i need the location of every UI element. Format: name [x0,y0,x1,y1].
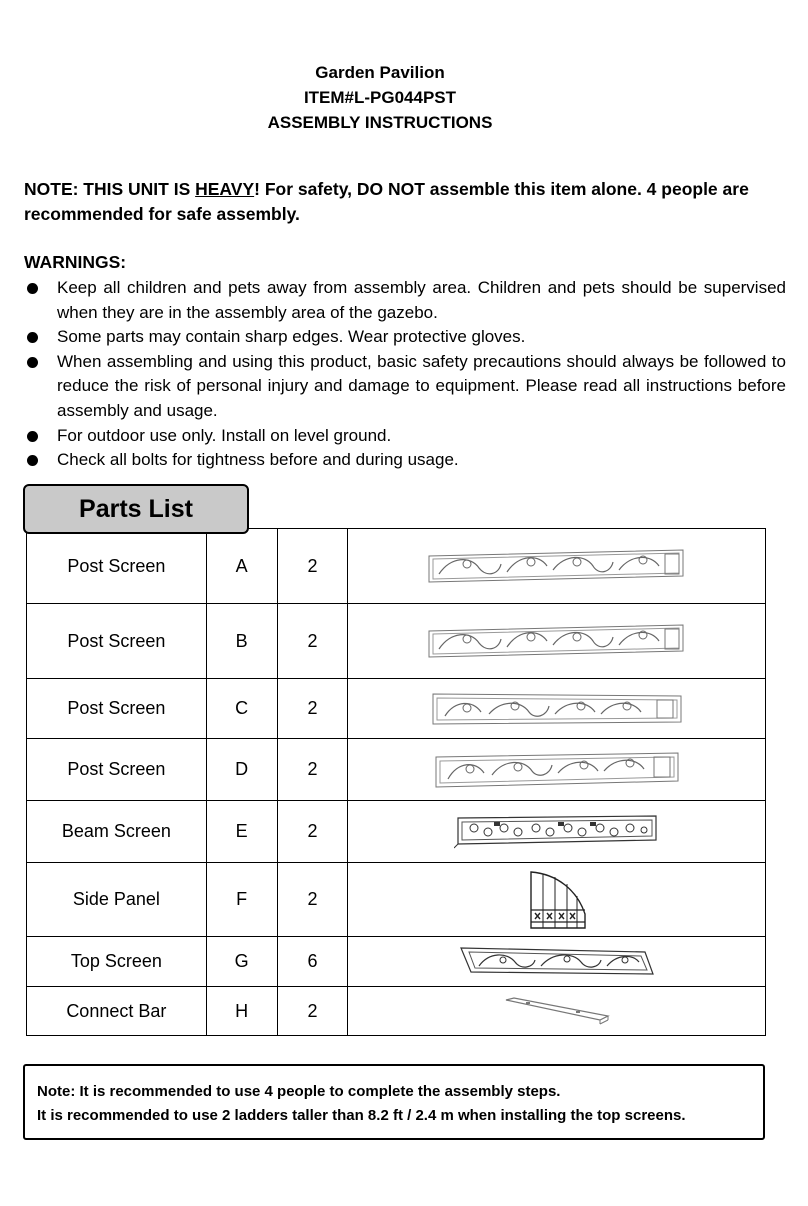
safety-note-emphasis: HEAVY [195,179,255,199]
warnings-heading: WARNINGS: [24,252,127,272]
part-name: Post Screen [27,739,207,801]
table-row [27,679,766,739]
bullet-icon [27,455,38,466]
part-name: Connect Bar [27,987,207,1036]
part-name: Post Screen [27,604,207,679]
ladder-note-line1: Note: It is recommended to use 4 people to complete the assembly steps. [37,1083,561,1100]
warning-item: Keep all children and pets away from assembly area. Children and pets should be supervised when they are in the assembly area of the gazebo. [24,276,786,325]
table-row [27,863,766,937]
part-quantity: 2 [277,529,348,604]
table-row [27,801,766,863]
safety-note-suffix: ! For safety, DO NOT assemble this item alone. 4 people are recommended for safe assembly. [24,179,749,224]
warning-item: Check all bolts for tightness before and during usage. [24,448,786,473]
part-name: Top Screen [27,937,207,987]
bullet-icon [27,431,38,442]
post-screen-drawing-icon [434,751,680,789]
title-item-number: ITEM#L-PG044PST [303,88,457,107]
beam-screen-drawing-icon [454,814,660,850]
bullet-icon [27,332,38,343]
warning-item: Some parts may contain sharp edges. Wear protective gloves. [24,325,786,350]
part-code: G [206,937,277,987]
table-row [27,937,766,987]
part-name: Side Panel [27,863,207,937]
safety-note-prefix: NOTE: THIS UNIT IS [24,179,196,199]
table-row [27,604,766,679]
title-product: Garden Pavilion [315,63,445,82]
part-code: E [206,801,277,863]
parts-table [26,528,766,1036]
table-row [27,739,766,801]
part-name: Post Screen [27,679,207,739]
part-code: D [206,739,277,801]
warning-item: When assembling and using this product, basic safety precautions should always be followed to reduce the risk of personal injury and damage to equipment. Please read all instructions before assembly and usage. [24,350,786,424]
bullet-icon [27,357,38,368]
part-quantity: 2 [277,604,348,679]
parts-list-heading: Parts List [23,484,249,534]
part-name: Post Screen [27,529,207,604]
part-quantity: 2 [277,863,348,937]
post-screen-drawing-icon [427,548,687,584]
bullet-icon [27,283,38,294]
part-quantity: 2 [277,679,348,739]
part-code: A [206,529,277,604]
part-quantity: 2 [277,801,348,863]
part-quantity: 2 [277,987,348,1036]
part-code: B [206,604,277,679]
part-name: Beam Screen [27,801,207,863]
warnings-list [24,276,786,473]
part-code: H [206,987,277,1036]
table-row [27,987,766,1036]
document-title [0,60,760,135]
post-screen-drawing-icon [431,692,683,726]
ladder-note [23,1064,765,1140]
safety-note [24,177,790,227]
side-panel-drawing-icon [527,870,587,930]
part-quantity: 6 [277,937,348,987]
warning-item: For outdoor use only. Install on level ground. [24,424,786,449]
connect-bar-drawing-icon [502,996,612,1026]
ladder-note-line2: It is recommended to use 2 ladders taller than 8.2 ft / 2.4 m when installing the top screens. [37,1107,686,1124]
part-quantity: 2 [277,739,348,801]
title-instructions: ASSEMBLY INSTRUCTIONS [267,113,493,132]
part-code: F [206,863,277,937]
post-screen-drawing-icon [427,623,687,659]
part-code: C [206,679,277,739]
table-row [27,529,766,604]
top-screen-drawing-icon [459,946,655,978]
